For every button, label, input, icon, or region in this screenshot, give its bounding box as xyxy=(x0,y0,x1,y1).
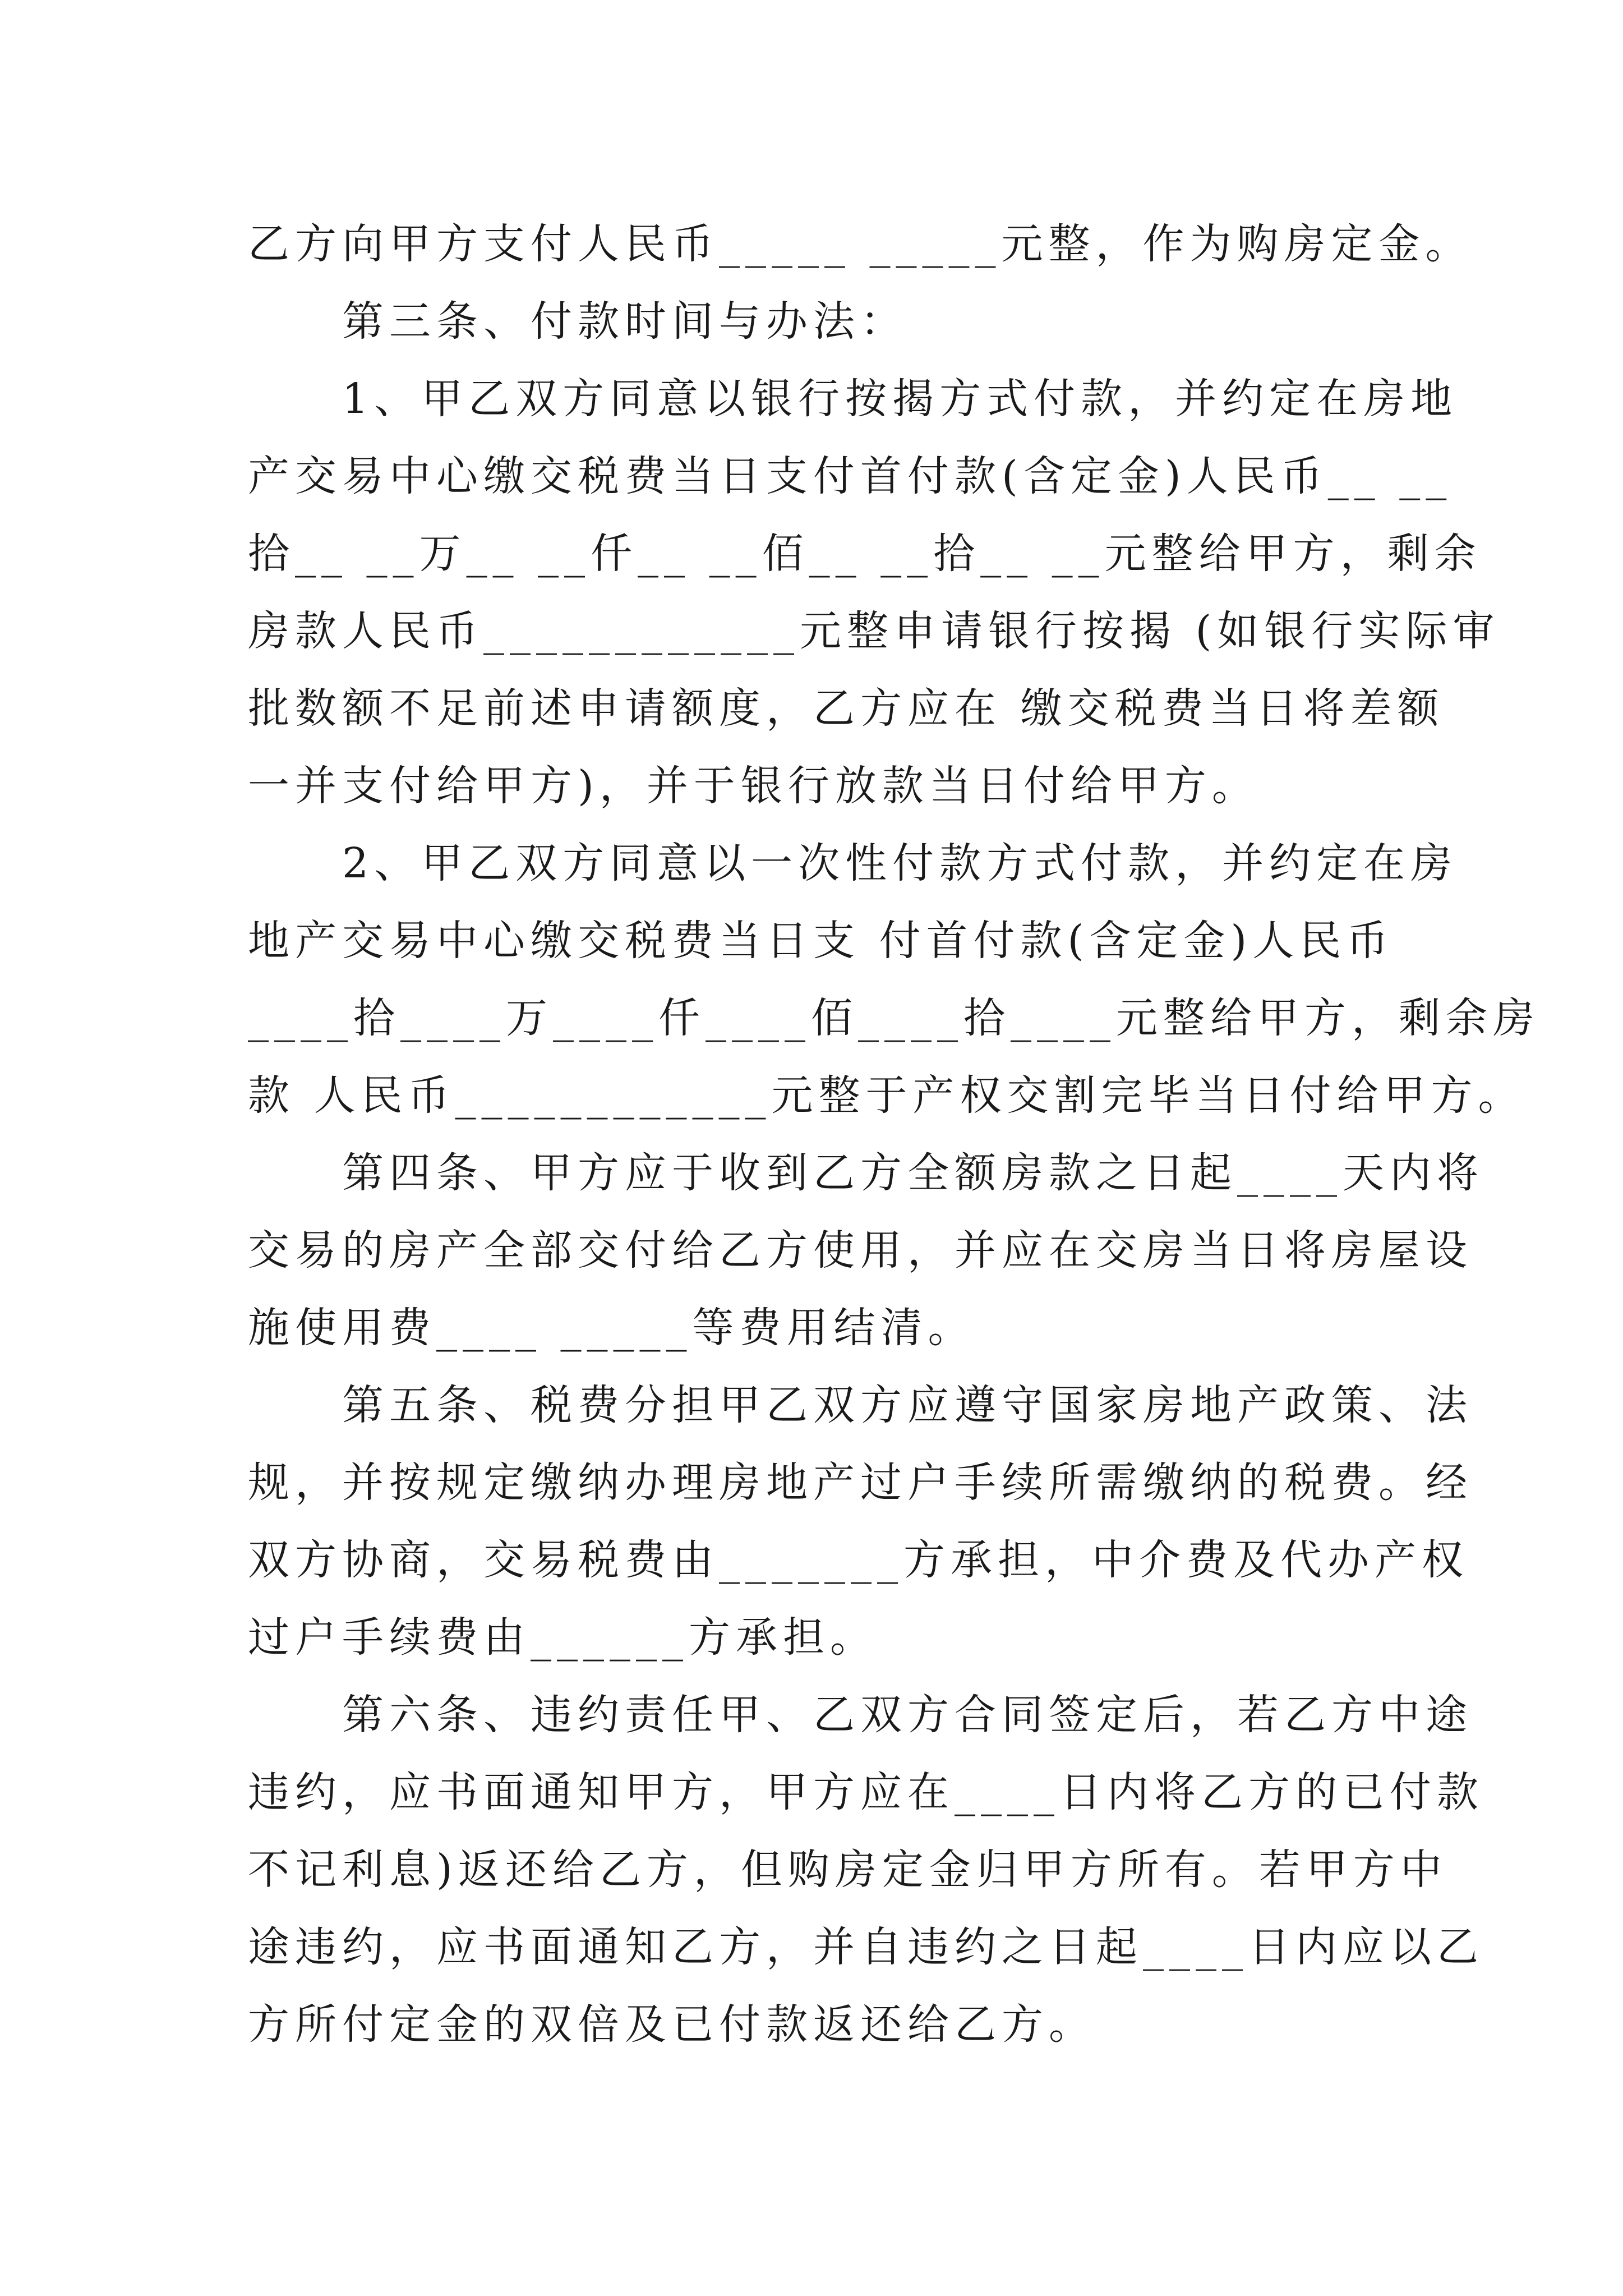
text-line: 房款人民币____________元整申请银行按揭 (如银行实际审 xyxy=(248,607,1500,655)
text-line: 违约，应书面通知甲方，甲方应在____日内将乙方的已付款 xyxy=(248,1768,1484,1816)
text-line: 第五条、税费分担甲乙双方应遵守国家房地产政策、法 xyxy=(248,1381,1473,1429)
text-line: 1、甲乙双方同意以银行按揭方式付款，并约定在房地 xyxy=(248,375,1458,423)
text-line: 第六条、违约责任甲、乙双方合同签定后，若乙方中途 xyxy=(248,1691,1473,1739)
text-line: 第四条、甲方应于收到乙方全额房款之日起____天内将 xyxy=(248,1149,1484,1197)
text-line: ____拾____万____仟____佰____拾____元整给甲方，剩余房 xyxy=(248,994,1540,1042)
text-line: 规，并按规定缴纳办理房地产过户手续所需缴纳的税费。经 xyxy=(248,1458,1473,1507)
text-line: 拾__ __万__ __仟__ __佰__ __拾__ __元整给甲方，剩余 xyxy=(248,530,1482,578)
text-line: 产交易中心缴交税费当日支付首付款(含定金)人民币__ __ xyxy=(248,452,1453,500)
text-line: 款 人民币____________元整于产权交割完毕当日付给甲方。 xyxy=(248,1071,1525,1120)
text-line: 方所付定金的双倍及已付款返还给乙方。 xyxy=(248,2000,1096,2049)
text-line: 乙方向甲方支付人民币_____ _____元整，作为购房定金。 xyxy=(248,220,1473,268)
text-line: 双方协商，交易税费由_______方承担，中介费及代办产权 xyxy=(248,1536,1469,1584)
section-heading: 第三条、付款时间与办法： xyxy=(248,297,907,346)
text-line: 批数额不足前述申请额度，乙方应在 缴交税费当日将差额 xyxy=(248,684,1445,733)
text-line: 途违约，应书面通知乙方，并自违约之日起____日内应以乙 xyxy=(248,1923,1484,1971)
text-line: 地产交易中心缴交税费当日支 付首付款(含定金)人民币 xyxy=(248,917,1394,965)
text-line: 一并支付给甲方)，并于银行放款当日付给甲方。 xyxy=(248,762,1259,810)
text-line: 施使用费____ _____等费用结清。 xyxy=(248,1304,975,1352)
text-line: 不记利息)返还给乙方，但购房定金归甲方所有。若甲方中 xyxy=(248,1846,1447,1894)
text-line: 交易的房产全部交付给乙方使用，并应在交房当日将房屋设 xyxy=(248,1226,1473,1274)
text-line: 2、甲乙双方同意以一次性付款方式付款，并约定在房 xyxy=(248,839,1458,887)
text-line: 过户手续费由______方承担。 xyxy=(248,1613,877,1662)
